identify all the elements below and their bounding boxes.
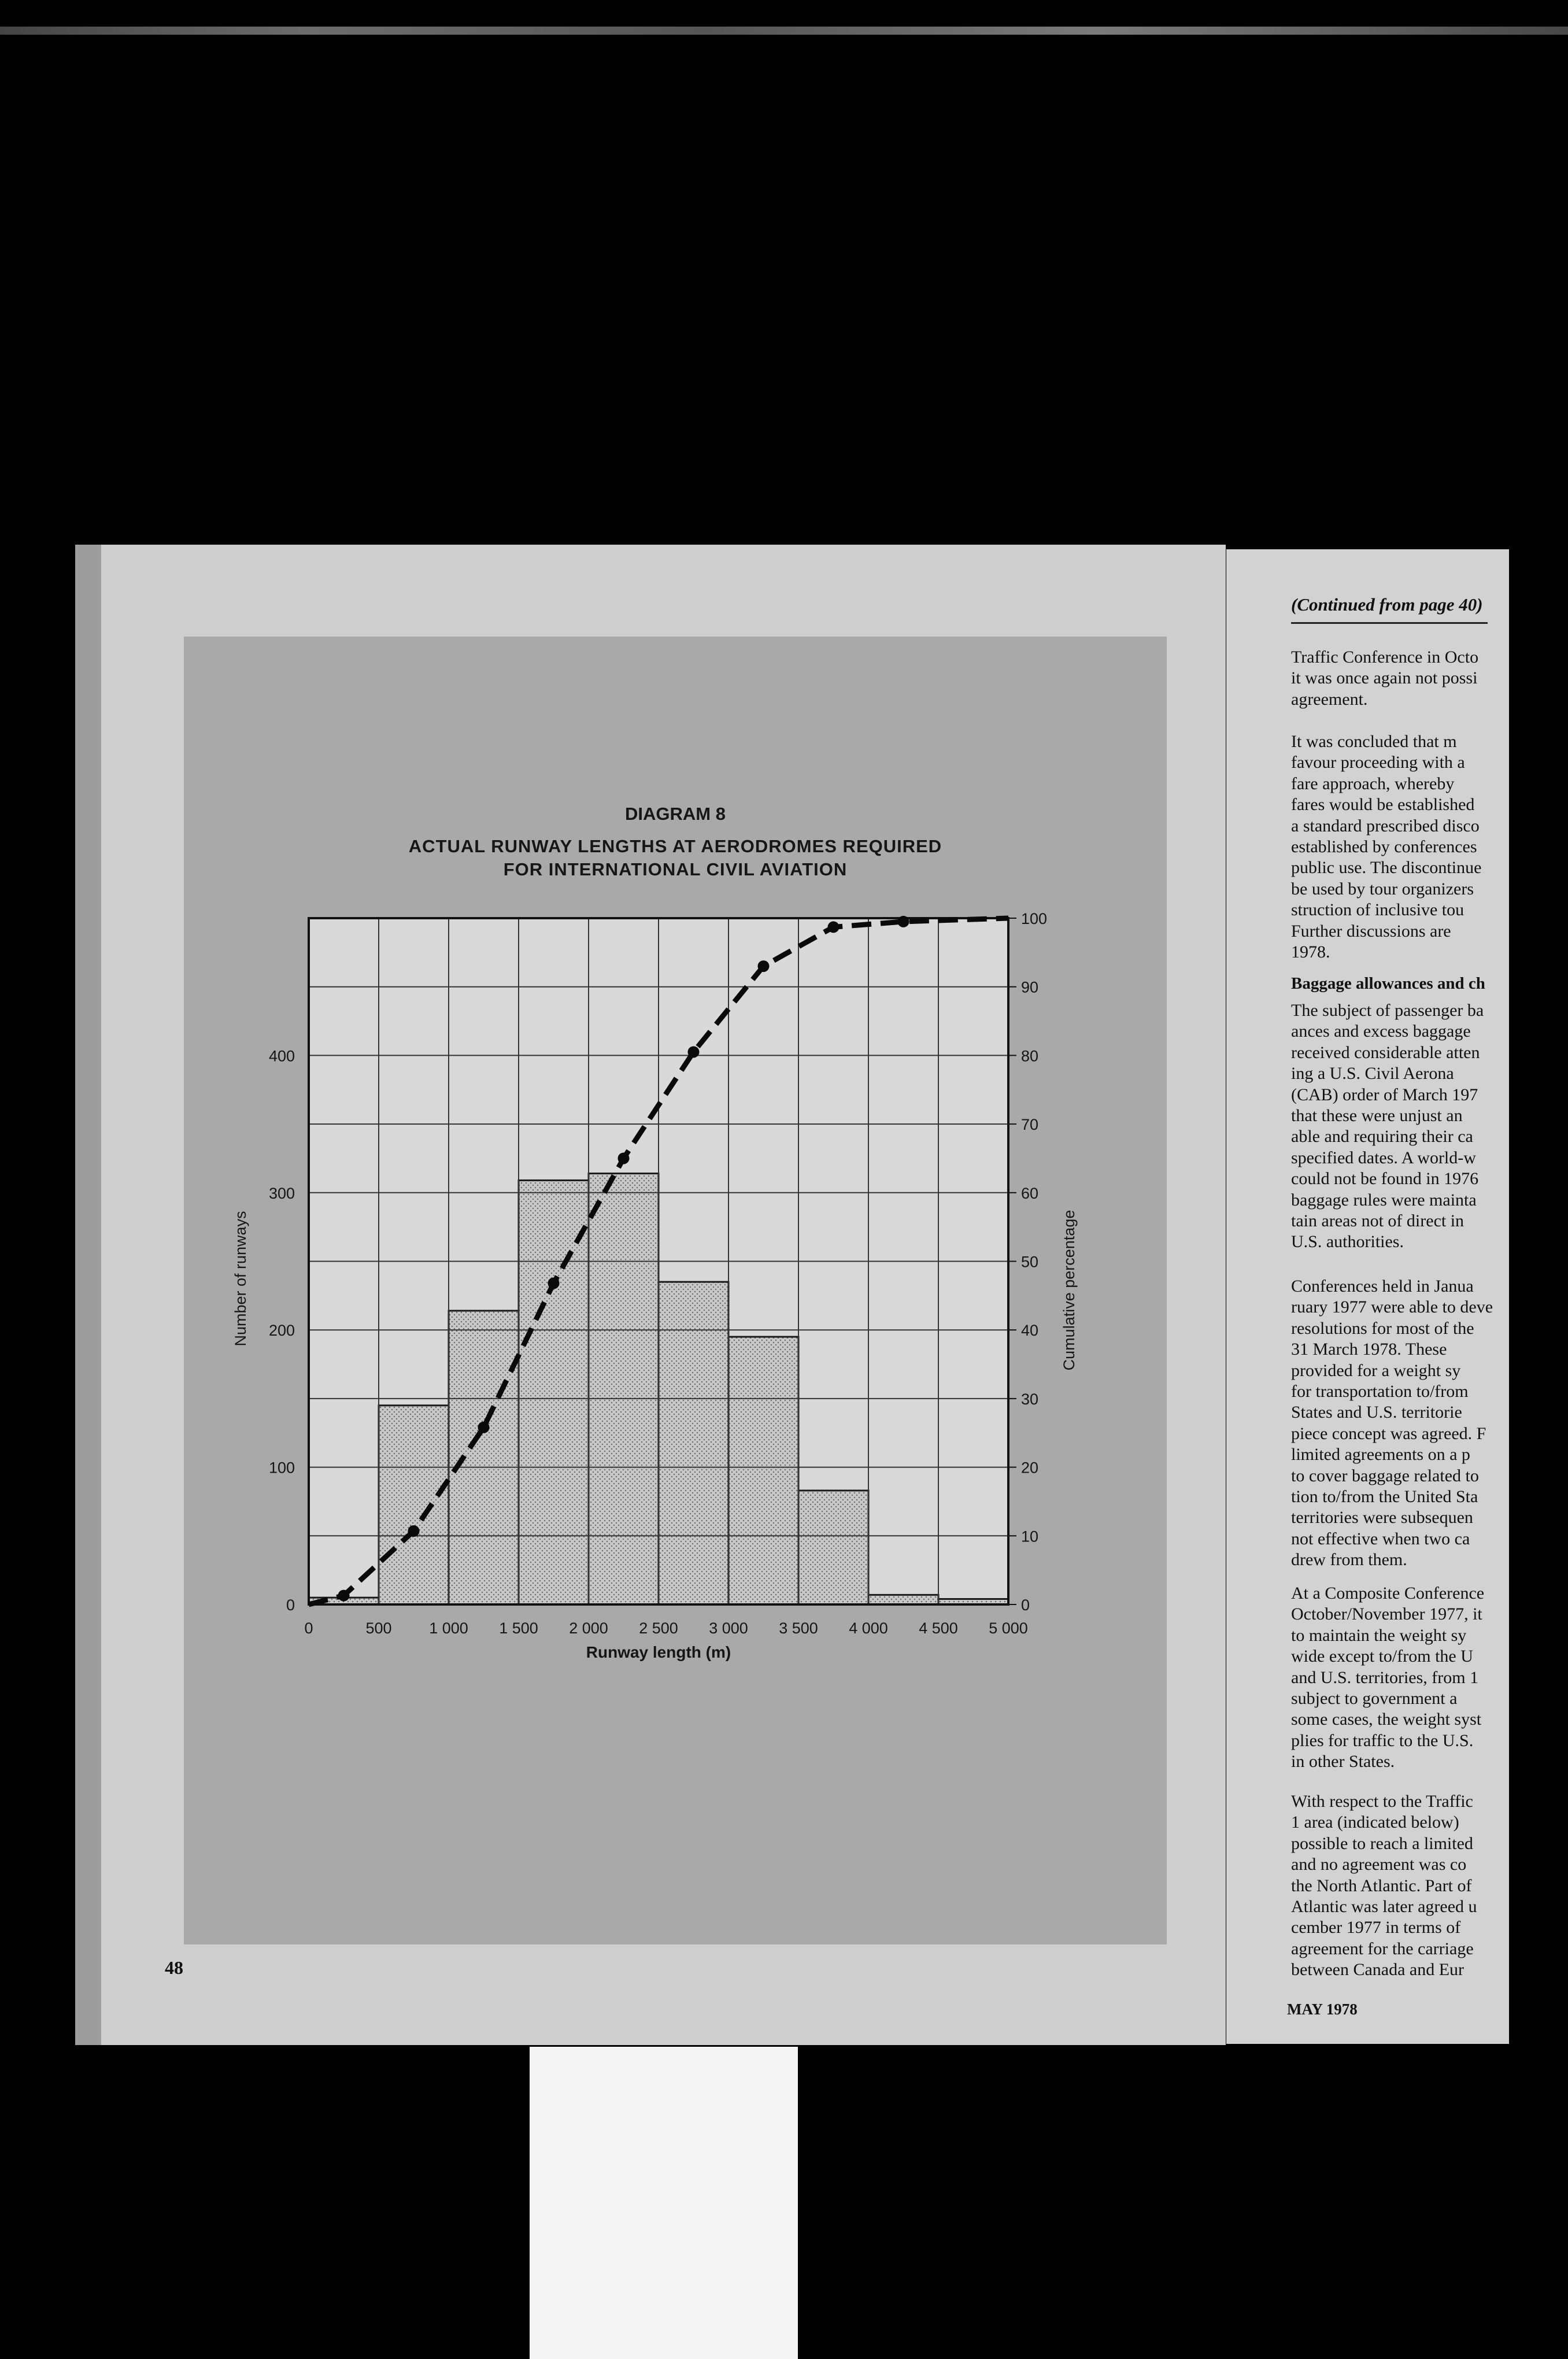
text-line: cember 1977 in terms of [1291, 1918, 1461, 1938]
text-line: agreement. [1291, 689, 1368, 709]
text-line: (CAB) order of March 197 [1291, 1085, 1478, 1104]
text-line: that these were unjust an [1291, 1106, 1463, 1126]
right-page [1226, 549, 1509, 2044]
y2-tick-label: 10 [1021, 1528, 1039, 1545]
y2-tick-label: 50 [1021, 1253, 1039, 1271]
text-line: established by conferences [1291, 837, 1477, 857]
text-line: between Canada and Eur [1291, 1960, 1465, 1980]
cumulative-point [548, 1277, 560, 1289]
y-tick-label: 200 [268, 1322, 295, 1340]
text-line: piece concept was agreed. F [1291, 1423, 1486, 1443]
text-line: and U.S. territories, from 1 [1291, 1667, 1479, 1687]
text-line: not effective when two ca [1291, 1529, 1470, 1548]
text-line: 1 area (indicated below) [1291, 1813, 1459, 1832]
text-line: fare approach, whereby [1291, 774, 1455, 793]
y2-tick-label: 90 [1021, 978, 1039, 996]
histogram-bar [798, 1491, 868, 1604]
text-line: tain areas not of direct in [1291, 1211, 1465, 1231]
page-number: 48 [165, 1957, 183, 1978]
x-tick-label: 5 000 [989, 1619, 1028, 1637]
text-line: ances and excess baggage [1291, 1022, 1471, 1041]
text-line: Further discussions are [1291, 921, 1451, 941]
text-line: agreement for the carriage [1291, 1939, 1474, 1958]
cumulative-point [828, 921, 840, 933]
text-line: baggage rules were mainta [1291, 1190, 1477, 1210]
y2-tick-label: 20 [1021, 1459, 1039, 1477]
cumulative-point [408, 1525, 420, 1537]
paragraph [1291, 1276, 1509, 1571]
y-tick-label: 100 [268, 1459, 295, 1477]
histogram-bar [868, 1595, 938, 1604]
text-line: it was once again not possi [1291, 668, 1478, 688]
histogram-bar [379, 1406, 449, 1604]
x-tick-label: 3 500 [779, 1619, 818, 1637]
text-line: Atlantic was later agreed u [1291, 1897, 1477, 1917]
text-line: The subject of passenger ba [1291, 1001, 1484, 1020]
text-line: ruary 1977 were able to deve [1291, 1297, 1493, 1317]
text-line: subject to government a [1291, 1689, 1458, 1709]
paragraph [1291, 1791, 1509, 1981]
paragraph [1291, 731, 1509, 963]
x-tick-label: 4 000 [849, 1619, 888, 1637]
paragraph [1291, 647, 1509, 710]
y-tick-label: 300 [268, 1184, 295, 1202]
chart-title-line1: ACTUAL RUNWAY LENGTHS AT AERODROMES REQUIRED [408, 836, 942, 856]
cumulative-point [898, 916, 909, 927]
text-line: the North Atlantic. Part of [1291, 1876, 1472, 1895]
text-line: It was concluded that m [1291, 732, 1457, 751]
text-line: ing a U.S. Civil Aerona [1291, 1064, 1454, 1084]
text-line: to maintain the weight sy [1291, 1625, 1467, 1645]
cumulative-point [338, 1590, 350, 1602]
cumulative-point [758, 960, 770, 972]
text-line: for transportation to/from [1291, 1382, 1469, 1402]
y-tick-label: 400 [268, 1047, 295, 1065]
text-line: possible to reach a limited [1291, 1833, 1473, 1853]
text-line: territories were subsequen [1291, 1508, 1473, 1528]
y2-tick-label: 30 [1021, 1390, 1039, 1408]
y2-tick-label: 70 [1021, 1116, 1039, 1134]
y2-tick-label: 40 [1021, 1322, 1039, 1340]
y2-tick-label: 100 [1021, 910, 1048, 927]
x-tick-label: 1 500 [499, 1619, 538, 1637]
x-tick-label: 1 000 [429, 1619, 468, 1637]
text-line: With respect to the Traffic [1291, 1792, 1473, 1811]
cumulative-point [688, 1046, 700, 1058]
y2-axis-title: Cumulative percentage [1060, 1210, 1078, 1371]
text-line: in other States. [1291, 1752, 1395, 1772]
text-line: provided for a weight sy [1291, 1360, 1461, 1380]
x-axis-title: Runway length (m) [586, 1643, 731, 1661]
text-line: wide except to/from the U [1291, 1647, 1473, 1666]
text-line: States and U.S. territorie [1291, 1403, 1462, 1422]
text-line: resolutions for most of the [1291, 1318, 1474, 1338]
text-line: October/November 1977, it [1291, 1604, 1482, 1624]
x-tick-label: 500 [365, 1619, 392, 1637]
text-line: U.S. authorities. [1291, 1232, 1404, 1252]
y2-tick-label: 80 [1021, 1047, 1039, 1065]
x-tick-label: 2 000 [569, 1619, 608, 1637]
x-tick-label: 0 [304, 1619, 313, 1637]
text-line: struction of inclusive tou [1291, 900, 1465, 920]
text-line: fares would be established [1291, 795, 1475, 815]
chart-title-line2: FOR INTERNATIONAL CIVIL AVIATION [503, 859, 848, 879]
text-line: 31 March 1978. These [1291, 1340, 1447, 1359]
x-tick-label: 2 500 [639, 1619, 678, 1637]
text-line: Conferences held in Janua [1291, 1277, 1474, 1296]
text-line: received considerable atten [1291, 1042, 1480, 1062]
text-line: favour proceeding with a [1291, 753, 1465, 772]
text-line: be used by tour organizers [1291, 879, 1474, 899]
x-tick-label: 4 500 [919, 1619, 958, 1637]
histogram-bar [728, 1337, 798, 1604]
text-line: At a Composite Conference [1291, 1584, 1485, 1603]
text-line: 1978. [1291, 942, 1330, 962]
text-line: Traffic Conference in Octo [1291, 648, 1479, 667]
text-line: and no agreement was co [1291, 1855, 1467, 1874]
y2-tick-label: 0 [1021, 1596, 1030, 1614]
text-line: able and requiring their ca [1291, 1127, 1473, 1147]
y-axis-title: Number of runways [232, 1211, 249, 1347]
histogram-bar [589, 1174, 659, 1604]
issue-date: MAY 1978 [1287, 2001, 1358, 2018]
x-tick-label: 3 000 [709, 1619, 748, 1637]
text-line: to cover baggage related to [1291, 1466, 1479, 1485]
text-line: drew from them. [1291, 1550, 1407, 1570]
cumulative-point [478, 1422, 490, 1433]
paper-slip [530, 2047, 798, 2359]
paragraph [1291, 1583, 1509, 1773]
text-line: plies for traffic to the U.S. [1291, 1731, 1474, 1750]
text-line: public use. The discontinue [1291, 858, 1482, 878]
text-line: a standard prescribed disco [1291, 816, 1480, 835]
divider [1291, 622, 1488, 624]
histogram-bar [449, 1311, 519, 1604]
text-line: limited agreements on a p [1291, 1445, 1470, 1465]
text-line: specified dates. A world-w [1291, 1148, 1476, 1167]
section-heading: Baggage allowances and ch [1291, 974, 1485, 993]
y2-tick-label: 60 [1021, 1184, 1039, 1202]
continued-note: (Continued from page 40) [1291, 594, 1483, 615]
text-line: some cases, the weight syst [1291, 1710, 1482, 1729]
text-line: could not be found in 1976 [1291, 1169, 1479, 1189]
diagram-label: DIAGRAM 8 [625, 804, 726, 824]
cumulative-point [618, 1152, 630, 1164]
text-line: tion to/from the United Sta [1291, 1487, 1478, 1507]
y-tick-label: 0 [286, 1596, 295, 1614]
paragraph [1291, 1000, 1509, 1253]
